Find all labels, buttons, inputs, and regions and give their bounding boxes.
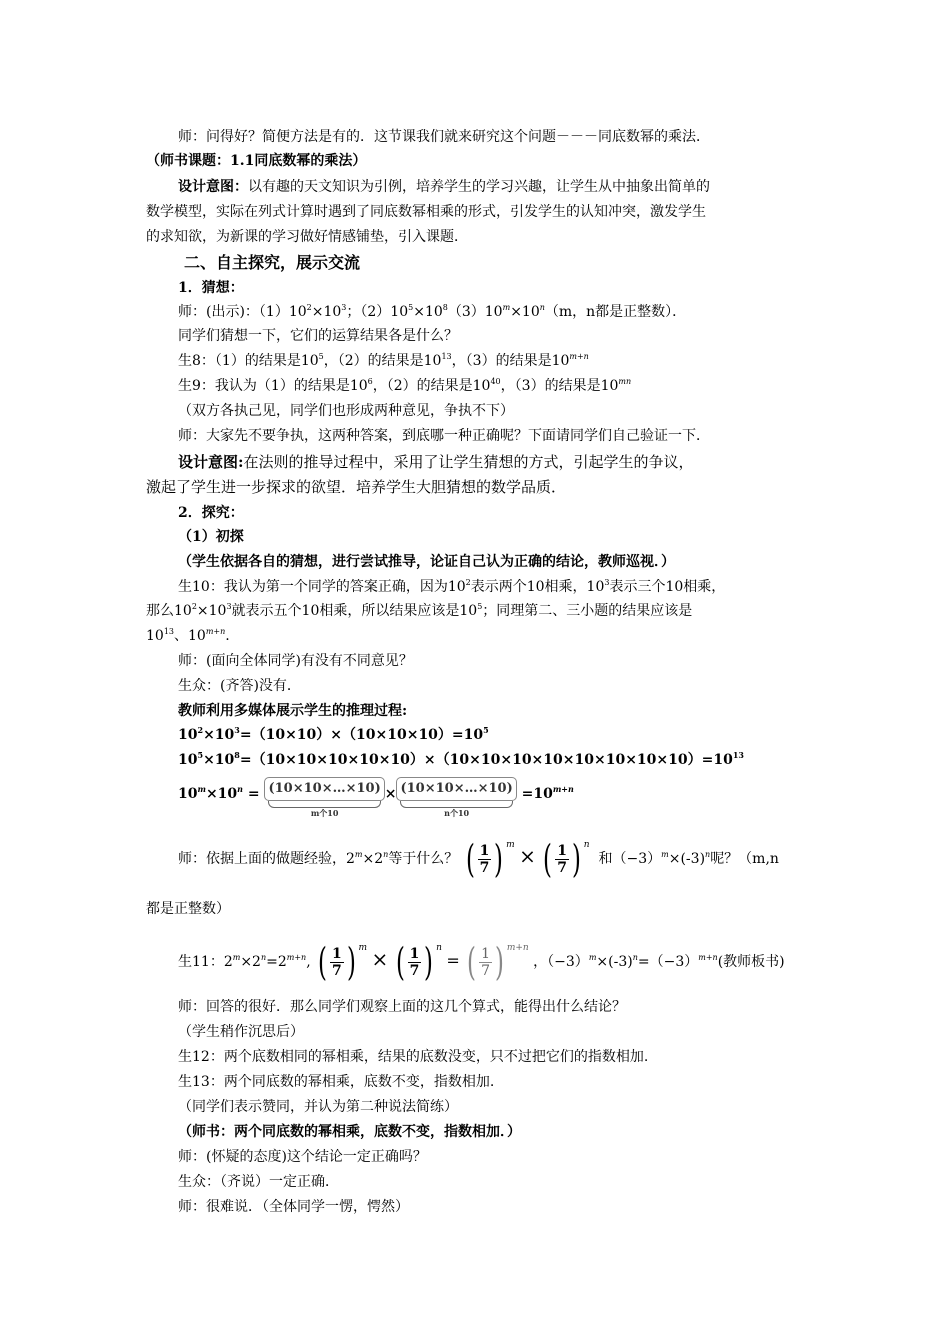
all-students-2: 生众：（齐说）一定正确． [178,1174,339,1190]
board-rule: （师书：两个同底数的幂相乘，底数不变，指数相加．） [178,1124,521,1140]
student-10: 生10：我认为第一个同学的答案正确，因为$10^2$表示两个10相乘，$10^3$表示三个10相乘， [178,578,726,595]
teacher-question-line: 师：依据上面的做题经验，$2^m\times 2^n$等于什么？ ( $\frac{1}{7}$ ) $^m$ × ( $\frac{1}{7}$ ) $^n$ 和$(-3)^m\times(-3)^n$呢？（m,n [178,837,779,881]
teacher-line-3: 师：(面向全体同学)有没有不同意见？ [178,653,413,669]
underbrace-m: (10×10×…×10) m个10 [264,777,384,818]
fraction-one-seventh: $\frac{1}{7}$ [409,945,420,979]
student-9: 生9：我认为（1）的结果是$10^6$，（2）的结果是$10^{40}$，（3）的结果是$10^{mn}$ [178,377,632,394]
question-guess: 同学们猜想一下，它们的运算结果各是什么？ [178,328,458,344]
student-13: 生13：两个同底数的幂相乘，底数不变，指数相加. [178,1074,495,1090]
section-heading-2: 二、自主探究，展示交流 [184,253,361,272]
note-disagreement: （双方各执己见，同学们也形成两种意见，争执不下） [178,403,514,419]
note-thinking: （学生稍作沉思后） [178,1024,304,1040]
teacher-question-line2: 都是正整数） [146,901,230,917]
design-intent-2: 设计意图:在法则的推导过程中，采用了让学生猜想的方式，引起学生的争议， [178,453,694,471]
equation-2: $10^5\times 10^8=(10\times 10\times 10\times 10\times 10)\times(10\times 10\times 10\times 10\times 10\times 10\times 10\times 10)=10^{13}$ [178,750,744,768]
student-8: 生8：（1）的结果是$10^5$，（2）的结果是$10^{13}$，（3）的结果是$10^{m+n}$ [178,352,589,369]
equation-1: $10^2\times 10^3=(10\times 10)\times(10\times 10\times 10)=10^5$ [178,725,489,743]
design-intent-2-line2: 激起了学生进一步探求的欲望．培养学生大胆猜想的数学品质． [146,478,567,496]
first-explore-heading: （1）初探 [178,529,244,545]
guess-heading: 1．猜想： [178,280,244,296]
student-10-line3: $10^{13}$、$10^{m+n}$. [146,627,230,644]
student-12: 生12：两个底数相同的幂相乘，结果的底数没变，只不过把它们的指数相加. [178,1049,649,1065]
all-students-1: 生众：(齐答)没有． [178,678,301,694]
teacher-line-7: 师：很难说．（全体同学一愣，愕然） [178,1199,409,1215]
equation-3: $10^m\times 10^n$ = (10×10×…×10) m个10 × (10×10×…×10) n个10 $=10^{m+n}$ [178,783,574,818]
fraction-one-seventh-result: $\frac{1}{7}$ [481,945,491,979]
fraction-one-seventh: $\frac{1}{7}$ [479,842,490,876]
note-agree: （同学们表示赞同，并认为第二种说法简练） [178,1099,458,1115]
design-intent-1-line2: 数学模型，实际在列式计算时遇到了同底数幂相乘的形式，引发学生的认知冲突，激发学生 [146,204,706,220]
design-intent-1: 设计意图：以有趣的天文知识为引例，培养学生的学习兴趣，让学生从中抽象出简单的 [178,179,710,195]
teacher-line-6: 师：(怀疑的态度)这个结论一定正确吗？ [178,1149,427,1165]
fraction-one-seventh: $\frac{1}{7}$ [557,842,567,876]
fraction-one-seventh: $\frac{1}{7}$ [331,945,342,979]
teacher-line-1: 师：问得好？简便方法是有的．这节课我们就来研究这个问题－－－同底数幂的乘法． [178,129,710,145]
lesson-title-note: （师书课题：1.1同底数幂的乘法） [146,153,367,169]
teacher-line-2: 师：大家先不要争执，这两种答案，到底哪一种正确呢？下面请同学们自己验证一下． [178,428,710,444]
student-11: 生11：$2^m\times 2^n=2^{m+n}$, ( $\frac{1}{7}$ ) $^m$ × ( $\frac{1}{7}$ ) $^n$ = ( $\frac{1}{7}$ ) $^{m+n}$ ，$(-3)^m\times(-3)^n=(-3)^{m+n}$(教师板书) [178,940,785,984]
note-students-derive: （学生依据各自的猜想，进行尝试推导，论证自己认为正确的结论，教师巡视．） [178,554,675,570]
explore-heading: 2．探究： [178,505,244,521]
underbrace-n: (10×10×…×10) n个10 [396,777,516,818]
media-display-note: 教师利用多媒体展示学生的推理过程: [178,703,408,719]
teacher-shows-problems: 师：(出示)：$(1)10^2\times 10^3$；$(2)10^5\times 10^8(3)10^m\times 10^n(m$，n都是正整数）． [178,303,687,320]
teacher-line-5: 师：回答的很好．那么同学们观察上面的这几个算式，能得出什么结论？ [178,999,626,1015]
student-10-line2: 那么$10^2\times 10^3$就表示五个10相乘，所以结果应该是$10^5$；同理第二、三小题的结果应该是 [146,602,693,619]
design-intent-1-line3: 的求知欲，为新课的学习做好情感铺垫，引入课题． [146,229,468,245]
